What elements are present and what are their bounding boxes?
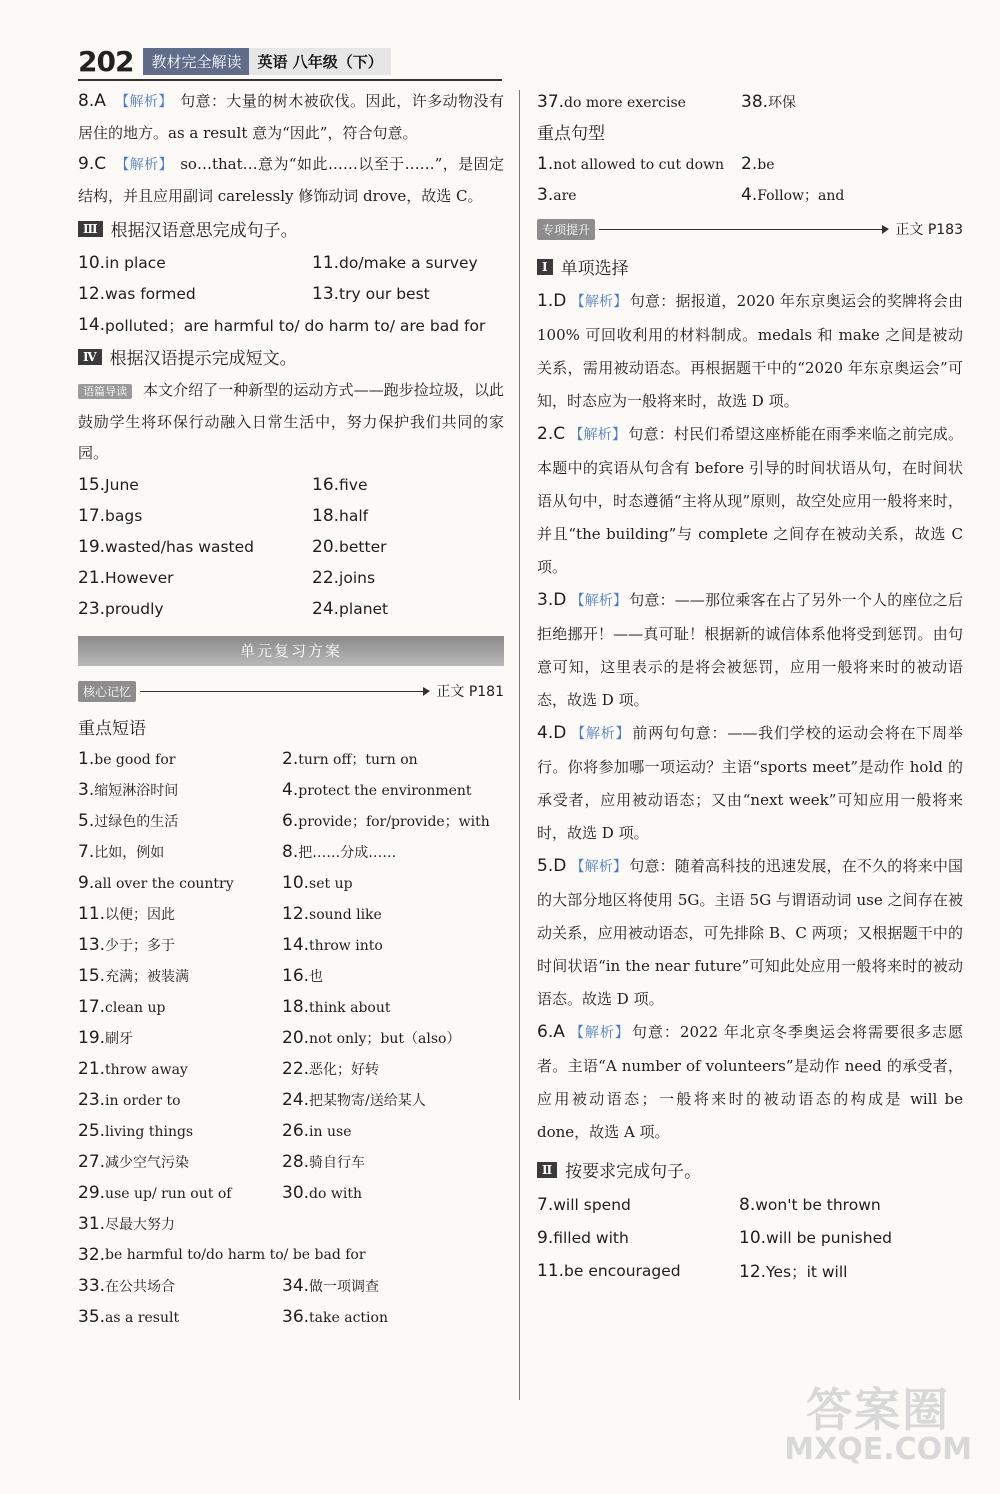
- phrase-number: 37.: [537, 91, 565, 112]
- subject-tag: 英语 八年级（下）: [249, 48, 390, 75]
- analysis-tag: 【解析】: [568, 1025, 630, 1041]
- phrase-row: [78, 1301, 504, 1332]
- sentence-text: be: [757, 156, 775, 173]
- sentence-number: 1.: [537, 153, 554, 174]
- sentence-row: [537, 179, 963, 210]
- answer-number: 9.: [537, 1227, 554, 1248]
- phrase-text: 恶化；好转: [309, 1061, 380, 1078]
- phrase-text: all over the country: [94, 875, 234, 892]
- answer-number: 8.: [739, 1194, 756, 1215]
- answer-text: do/make a survey: [339, 253, 478, 272]
- phrase-text: 过绿色的生活: [94, 813, 179, 830]
- answer-number: 8.A: [78, 91, 106, 111]
- phrase-number: 32.: [78, 1244, 106, 1265]
- phrase-text: throw away: [105, 1061, 188, 1078]
- phrase-number: 35.: [78, 1306, 106, 1327]
- phrase-row: [78, 774, 504, 805]
- section-2-heading: [537, 1157, 963, 1182]
- answer-text: in place: [105, 253, 166, 272]
- sentence-number: 3.: [537, 184, 554, 205]
- phrase-number: 1.: [78, 748, 95, 769]
- answer-number: 13.: [312, 283, 340, 304]
- phrase-row: [78, 836, 504, 867]
- phrase-text: 把某物寄/送给某人: [309, 1092, 426, 1109]
- answer-number: 9.C: [78, 154, 107, 174]
- phrase-number: 23.: [78, 1089, 106, 1110]
- phrase-row: [78, 1146, 504, 1177]
- phrase-text: 比如，例如: [94, 844, 165, 861]
- phrase-number: 11.: [78, 903, 106, 924]
- phrase-number: 28.: [282, 1151, 310, 1172]
- section-numeral: Ⅱ: [537, 1162, 557, 1178]
- answer-text: wasted/has wasted: [105, 537, 254, 556]
- answer-text: try our best: [339, 284, 430, 303]
- section-title: 根据汉语意思完成句子。: [110, 221, 298, 241]
- answer-text: bags: [105, 506, 143, 525]
- phrase-number: 2.: [282, 748, 299, 769]
- answer-text: joins: [339, 568, 376, 587]
- phrase-row: [78, 960, 504, 991]
- answer-1: [537, 285, 963, 418]
- section-4-heading: [78, 344, 504, 369]
- header-rule: [78, 79, 502, 81]
- answer-number: 7.: [537, 1194, 554, 1215]
- answer-text: proudly: [105, 599, 164, 618]
- phrase-number: 22.: [282, 1058, 310, 1079]
- page-reference: 正文 P183: [895, 222, 963, 238]
- answer-number: 10.: [78, 252, 106, 273]
- phrase-text: be harmful to/do harm to/ be bad for: [105, 1246, 366, 1263]
- section-1-heading: [537, 254, 963, 279]
- answer-5: [537, 850, 963, 1016]
- phrase-text: as a result: [105, 1309, 180, 1326]
- section-numeral: Ⅰ: [537, 259, 553, 275]
- phrase-text: sound like: [309, 906, 382, 923]
- phrase-text: 做一项调查: [309, 1278, 380, 1295]
- answer-number: 1.D: [537, 291, 567, 311]
- answer-row: [78, 247, 504, 278]
- answer-text: five: [339, 475, 368, 494]
- phrase-number: 29.: [78, 1182, 106, 1203]
- phrase-text: in use: [309, 1123, 352, 1140]
- phrase-text: be good for: [94, 751, 176, 768]
- column-divider: [519, 90, 520, 1400]
- phrase-text: turn off；turn on: [298, 751, 418, 768]
- phrase-text: 在公共场合: [105, 1278, 176, 1295]
- phrase-text: 也: [309, 968, 324, 985]
- answer-number: 10.: [739, 1227, 767, 1248]
- phrase-list: [78, 743, 504, 1208]
- phrase-row: [78, 867, 504, 898]
- phrase-number: 19.: [78, 1027, 106, 1048]
- answer-text: won't be thrown: [755, 1195, 881, 1214]
- phrase-text: 少于；多于: [105, 937, 176, 954]
- answer-row: [78, 500, 504, 531]
- left-column: [78, 86, 504, 1332]
- answer-number: 16.: [312, 474, 340, 495]
- phrase-row: [537, 86, 963, 117]
- analysis-text: so…that…意为“如此……以至于……”，是固定结构，并且应用副词 carelessly 修饰动词 drove，故选 C。: [78, 155, 504, 205]
- answer-number: 20.: [312, 536, 340, 557]
- analysis-tag: 【解析】: [570, 859, 628, 875]
- sentence-number: 2.: [741, 153, 758, 174]
- watermark-url: MXQE.COM: [784, 1432, 972, 1467]
- analysis-text: 句意：大量的树木被砍伐。因此，许多动物没有居住的地方。as a result 意为“因此”，符合句意。: [78, 92, 504, 142]
- special-practice-tag: 专项提升: [537, 219, 595, 240]
- analysis-tag: 【解析】: [115, 94, 173, 110]
- arrow-right-icon: [140, 691, 428, 692]
- answer-6: [537, 1016, 963, 1149]
- right-column: [537, 86, 963, 1287]
- phrase-text: 尽最大努力: [105, 1216, 176, 1233]
- guide-tag: 语篇导读: [78, 384, 132, 399]
- answer-text: However: [105, 568, 174, 587]
- phrase-number: 15.: [78, 965, 106, 986]
- arrow-right-icon: [599, 229, 887, 230]
- answer-number: 3.D: [537, 590, 567, 610]
- watermark-logo: [784, 1383, 972, 1470]
- phrase-number: 38.: [741, 91, 769, 112]
- phrase-number: 33.: [78, 1275, 106, 1296]
- answer-number: 12.: [739, 1261, 767, 1282]
- phrase-number: 31.: [78, 1213, 106, 1234]
- phrase-number: 36.: [282, 1306, 310, 1327]
- answer-number: 17.: [78, 505, 106, 526]
- phrase-number: 4.: [282, 779, 299, 800]
- analysis-text: 前两句句意：——我们学校的运动会将在下周举行。你将参加哪一项运动？主语“sports meet”是动作 hold 的承受者，应用被动语态；又由“next week”可知应用一般将来时，故选 D 项。: [537, 724, 963, 842]
- answer-2: [537, 418, 963, 584]
- answer-number: 11.: [312, 252, 340, 273]
- answer-text: polluted；are harmful to/ do harm to/ are bad for: [105, 316, 486, 335]
- phrase-text: 充满；被装满: [105, 968, 190, 985]
- answer-number: 5.D: [537, 856, 567, 876]
- phrase-text: 以便；因此: [105, 906, 176, 923]
- answer-row: [537, 1254, 963, 1287]
- answer-number: 14.: [78, 314, 106, 335]
- answer-text: will be punished: [766, 1228, 892, 1247]
- answer-text: June: [105, 475, 139, 494]
- answer-number: 19.: [78, 536, 106, 557]
- phrase-row: [78, 1084, 504, 1115]
- answer-number: 15.: [78, 474, 106, 495]
- phrase-number: 17.: [78, 996, 106, 1017]
- analysis-tag: 【解析】: [570, 726, 631, 742]
- phrase-row: [78, 1115, 504, 1146]
- answer-text: Yes；it will: [766, 1262, 848, 1281]
- sentence-number: 4.: [741, 184, 758, 205]
- sentences-title: 重点句型: [537, 124, 605, 144]
- phrase-text: do more exercise: [564, 94, 686, 111]
- answer-number: 18.: [312, 505, 340, 526]
- answer-number: 24.: [312, 598, 340, 619]
- phrase-text: 减少空气污染: [105, 1154, 190, 1171]
- answer-text: planet: [339, 599, 389, 618]
- answer-number: 2.C: [537, 424, 566, 444]
- section-numeral: Ⅲ: [78, 221, 103, 237]
- phrase-text: do with: [309, 1185, 362, 1202]
- answer-row: [78, 562, 504, 593]
- phrase-number: 24.: [282, 1089, 310, 1110]
- phrase-text: not only；but（also）: [309, 1030, 461, 1047]
- phrase-number: 30.: [282, 1182, 310, 1203]
- answer-number: 12.: [78, 283, 106, 304]
- watermark-text: 答案圈: [806, 1383, 951, 1437]
- phrase-text: 缩短淋浴时间: [94, 782, 179, 799]
- phrase-row: [78, 805, 504, 836]
- phrase-number: 20.: [282, 1027, 310, 1048]
- phrase-row: [78, 898, 504, 929]
- phrase-number: 9.: [78, 872, 95, 893]
- core-memory-ref: [78, 676, 504, 706]
- answer-row: [537, 1221, 963, 1254]
- phrase-row: [78, 1208, 504, 1239]
- answer-text: be encouraged: [564, 1261, 681, 1280]
- phrase-number: 34.: [282, 1275, 310, 1296]
- analysis-text: 句意：随着高科技的迅速发展，在不久的将来中国的大部分地区将使用 5G。主语 5G 与谓语动词 use 之间存在被动关系，应用被动语态，可先排除 B、C 两项；又根据题干中的时间状语“in the near future”可知此处应用一般将来时的被动语态。故选 D 项。: [537, 857, 963, 1008]
- section-3-heading: [78, 216, 504, 241]
- analysis-text: 句意：据报道，2020 年东京奥运会的奖牌将会由 100% 可回收利用的材料制成。medals 和 make 之间是被动关系，需用被动语态。再根据题干中的“2020 年东京奥运会”可知，时态应为一般将来时，故选 D 项。: [537, 292, 963, 410]
- phrase-number: 8.: [282, 841, 299, 862]
- phrase-text: in order to: [105, 1092, 181, 1109]
- phrase-text: protect the environment: [298, 782, 472, 799]
- phrase-row: [78, 929, 504, 960]
- phrase-number: 25.: [78, 1120, 106, 1141]
- section-title: 单项选择: [560, 259, 629, 279]
- phrase-number: 27.: [78, 1151, 106, 1172]
- answer-number: 21.: [78, 567, 106, 588]
- analysis-tag: 【解析】: [570, 593, 628, 609]
- answer-row: [78, 531, 504, 562]
- page-reference: 正文 P181: [436, 684, 504, 700]
- phrase-row: [78, 1022, 504, 1053]
- section-title: 根据汉语提示完成短文。: [109, 349, 297, 369]
- phrase-number: 5.: [78, 810, 95, 831]
- analysis-tag: 【解析】: [569, 427, 627, 443]
- phrase-number: 21.: [78, 1058, 106, 1079]
- answer-text: half: [339, 506, 369, 525]
- answer-4: [537, 717, 963, 850]
- phrase-row: [78, 1177, 504, 1208]
- answer-row: [78, 469, 504, 500]
- phrase-row: [78, 1239, 504, 1270]
- book-title-tag: 教材完全解读: [143, 48, 249, 75]
- phrase-number: 12.: [282, 903, 310, 924]
- sentence-text: not allowed to cut down: [553, 156, 724, 173]
- analysis-tag: 【解析】: [570, 294, 628, 310]
- phrase-text: think about: [309, 999, 391, 1016]
- phrase-text: living things: [105, 1123, 194, 1140]
- answer-9: [78, 149, 504, 212]
- answer-text: will spend: [553, 1195, 631, 1214]
- answer-row: [78, 278, 504, 309]
- sentence-text: Follow；and: [757, 187, 845, 204]
- phrase-text: clean up: [105, 999, 166, 1016]
- unit-review-banner: 单元复习方案: [78, 636, 504, 666]
- core-memory-tag: 核心记忆: [78, 681, 136, 702]
- phrase-text: 骑自行车: [309, 1154, 366, 1171]
- section-title: 按要求完成句子。: [565, 1162, 702, 1182]
- phrase-number: 10.: [282, 872, 310, 893]
- analysis-tag: 【解析】: [115, 157, 174, 173]
- answer-3: [537, 584, 963, 717]
- reading-guide: [78, 375, 504, 469]
- phrase-number: 6.: [282, 810, 299, 831]
- phrase-row: [78, 1270, 504, 1301]
- guide-text: 本文介绍了一种新型的运动方式——跑步捡垃圾，以此鼓励学生将环保行动融入日常生活中，努力保护我们共同的家园。: [78, 381, 504, 462]
- analysis-text: 句意：2022 年北京冬季奥运会将需要很多志愿者。主语“A number of volunteers”是动作 need 的承受者，应用被动语态；一般将来时的被动语态的构成是 will be done，故选 A 项。: [537, 1023, 963, 1141]
- answer-row: [537, 1188, 963, 1221]
- sentence-row: [537, 148, 963, 179]
- phrase-text: throw into: [309, 937, 383, 954]
- answer-text: was formed: [105, 284, 196, 303]
- answer-14: [78, 309, 504, 340]
- answer-number: 6.A: [537, 1022, 565, 1042]
- analysis-text: 句意：——那位乘客在占了另外一个人的座位之后拒绝挪开！——真可耻！根据新的诚信体系他将受到惩罚。由句意可知，这里表示的是将会被惩罚，应用一般将来时的被动语态，故选 D 项。: [537, 591, 963, 709]
- phrase-list-2: [78, 1270, 504, 1332]
- phrase-number: 14.: [282, 934, 310, 955]
- answer-number: 11.: [537, 1260, 565, 1281]
- phrase-row: [78, 1053, 504, 1084]
- answer-number: 23.: [78, 598, 106, 619]
- phrase-text: take action: [309, 1309, 388, 1326]
- page-header: [78, 44, 391, 78]
- page-number: 202: [78, 44, 134, 78]
- phrase-number: 18.: [282, 996, 310, 1017]
- answer-row: [78, 593, 504, 624]
- analysis-text: 句意：村民们希望这座桥能在雨季来临之前完成。本题中的宾语从句含有 before 引导的时间状语从句，在时间状语从句中，时态遵循“主将从现”原则，故空处应用一般将来时，并且“the building”与 complete 之间存在被动关系，故选 C 项。: [537, 425, 963, 576]
- phrases-title: 重点短语: [78, 719, 146, 739]
- phrase-number: 26.: [282, 1120, 310, 1141]
- phrase-number: 7.: [78, 841, 95, 862]
- answer-number: 22.: [312, 567, 340, 588]
- phrase-number: 3.: [78, 779, 95, 800]
- answer-number: 4.D: [537, 723, 567, 743]
- phrase-number: 13.: [78, 934, 106, 955]
- sentence-text: are: [553, 187, 577, 204]
- phrase-text: set up: [309, 875, 353, 892]
- section-numeral: Ⅳ: [78, 349, 102, 365]
- special-practice-ref: [537, 214, 963, 244]
- answer-text: better: [339, 537, 387, 556]
- phrase-row: [78, 743, 504, 774]
- answer-text: filled with: [553, 1228, 629, 1247]
- phrase-number: 16.: [282, 965, 310, 986]
- phrase-text: use up/ run out of: [105, 1185, 232, 1202]
- phrase-text: 环保: [768, 94, 797, 111]
- answer-8: [78, 86, 504, 149]
- phrase-text: provide；for/provide；with: [298, 813, 490, 830]
- phrase-row: [78, 991, 504, 1022]
- phrase-text: 刷牙: [105, 1030, 134, 1047]
- phrase-text: 把……分成……: [298, 844, 397, 861]
